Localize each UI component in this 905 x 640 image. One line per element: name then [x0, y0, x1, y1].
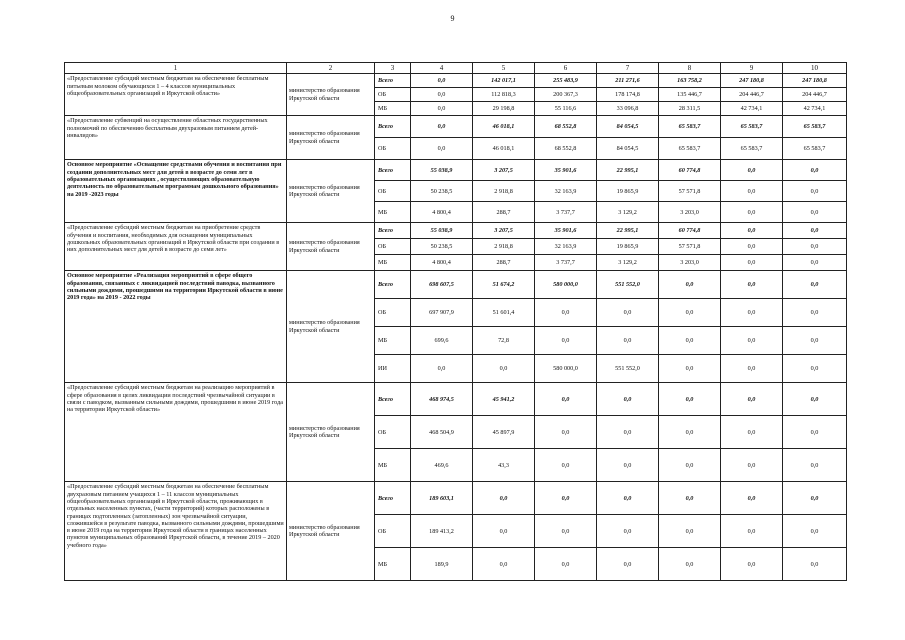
column-number-cell: 3 — [375, 63, 411, 74]
amount-cell: 0,0 — [473, 548, 535, 581]
column-number-cell: 9 — [721, 63, 783, 74]
activity-description: Основное мероприятие «Реализация мероприятий в сфере общего образования, связанных с ликвидацией последствий паводка, вызванного сильными дождями, прошедшими на территории Иркутской области в июне 2019 года» на 2019 - 2022 годы — [65, 271, 287, 383]
amount-cell: 0,0 — [783, 383, 847, 416]
amount-cell: 0,0 — [783, 416, 847, 449]
funding-source-cell: Всего — [375, 74, 411, 88]
amount-cell: 0,0 — [721, 299, 783, 327]
amount-cell: 0,0 — [659, 515, 721, 548]
amount-cell: 112 818,3 — [473, 88, 535, 102]
amount-cell: 2 918,8 — [473, 239, 535, 255]
amount-cell: 42 734,1 — [783, 102, 847, 116]
amount-cell: 0,0 — [659, 482, 721, 515]
amount-cell: 45 941,2 — [473, 383, 535, 416]
amount-cell: 51 601,4 — [473, 299, 535, 327]
funding-source-cell: Всего — [375, 383, 411, 416]
table-row — [65, 223, 847, 239]
amount-cell: 46 018,1 — [473, 116, 535, 138]
amount-cell: 0,0 — [783, 515, 847, 548]
table-row — [65, 160, 847, 181]
amount-cell: 35 901,6 — [535, 160, 597, 181]
amount-cell: 0,0 — [721, 515, 783, 548]
amount-cell: 84 054,5 — [597, 138, 659, 160]
amount-cell: 55 116,6 — [535, 102, 597, 116]
amount-cell: 43,3 — [473, 449, 535, 482]
amount-cell: 2 918,8 — [473, 181, 535, 202]
amount-cell: 0,0 — [535, 482, 597, 515]
amount-cell: 0,0 — [721, 202, 783, 223]
amount-cell: 0,0 — [721, 223, 783, 239]
column-number-cell: 6 — [535, 63, 597, 74]
column-number-cell: 8 — [659, 63, 721, 74]
amount-cell: 33 096,8 — [597, 102, 659, 116]
amount-cell: 200 367,3 — [535, 88, 597, 102]
funding-source-cell: МБ — [375, 255, 411, 271]
amount-cell: 0,0 — [659, 548, 721, 581]
amount-cell: 65 583,7 — [783, 116, 847, 138]
amount-cell: 580 000,0 — [535, 271, 597, 299]
amount-cell: 0,0 — [721, 271, 783, 299]
amount-cell: 28 311,5 — [659, 102, 721, 116]
amount-cell: 0,0 — [783, 548, 847, 581]
amount-cell: 698 607,5 — [411, 271, 473, 299]
amount-cell: 0,0 — [783, 327, 847, 355]
amount-cell: 0,0 — [721, 383, 783, 416]
executor-cell: министерство образования Иркутской области — [287, 223, 375, 271]
amount-cell: 0,0 — [721, 160, 783, 181]
column-number-cell: 10 — [783, 63, 847, 74]
amount-cell: 60 774,8 — [659, 160, 721, 181]
amount-cell: 68 552,8 — [535, 116, 597, 138]
activity-description: Основное мероприятие «Оснащение средствами обучения и воспитания при создании дополнительных мест для детей в возрасте до семи лет в образовательных организациях , осуществляющих образовательную деятельность по образовательным программам дошкольного образования» на 2019 -2023 годы — [65, 160, 287, 223]
amount-cell: 0,0 — [597, 515, 659, 548]
amount-cell: 4 800,4 — [411, 255, 473, 271]
amount-cell: 51 674,2 — [473, 271, 535, 299]
amount-cell: 0,0 — [535, 515, 597, 548]
funding-source-cell: Всего — [375, 223, 411, 239]
amount-cell: 50 238,5 — [411, 181, 473, 202]
amount-cell: 135 446,7 — [659, 88, 721, 102]
amount-cell: 3 737,7 — [535, 202, 597, 223]
amount-cell: 45 897,9 — [473, 416, 535, 449]
amount-cell: 0,0 — [597, 416, 659, 449]
amount-cell: 0,0 — [783, 223, 847, 239]
table-row — [65, 482, 847, 515]
amount-cell: 0,0 — [659, 299, 721, 327]
funding-source-cell: Всего — [375, 116, 411, 138]
activity-description: «Предоставление субсидий местным бюджетам на приобретение средств обучения и воспитания, необходимых для оснащения муниципальных дошкольных образовательных организаций в Иркутской области при создании в них дополнительных мест для детей в возрасте до семи лет» — [65, 223, 287, 271]
amount-cell: 0,0 — [597, 327, 659, 355]
amount-cell: 580 000,0 — [535, 355, 597, 383]
amount-cell: 0,0 — [411, 116, 473, 138]
program-funding-table — [64, 62, 847, 581]
amount-cell: 3 207,5 — [473, 160, 535, 181]
amount-cell: 22 995,1 — [597, 223, 659, 239]
amount-cell: 142 017,1 — [473, 74, 535, 88]
amount-cell: 0,0 — [783, 181, 847, 202]
amount-cell: 4 800,4 — [411, 202, 473, 223]
activity-description: «Предоставление субсидий местным бюджетам на реализацию мероприятий в сфере образования в целях ликвидации последствий чрезвычайной ситуации в связи с паводком, вызванным сильными дождями, прошедшими в июне 2019 года на территории Иркутской области» — [65, 383, 287, 482]
amount-cell: 0,0 — [721, 255, 783, 271]
column-number-cell: 1 — [65, 63, 287, 74]
amount-cell: 0,0 — [411, 88, 473, 102]
column-number-header — [65, 63, 847, 74]
funding-source-cell: ОБ — [375, 515, 411, 548]
funding-source-cell: МБ — [375, 548, 411, 581]
amount-cell: 0,0 — [659, 327, 721, 355]
amount-cell: 3 203,0 — [659, 255, 721, 271]
amount-cell: 0,0 — [535, 383, 597, 416]
amount-cell: 0,0 — [783, 202, 847, 223]
amount-cell: 469,6 — [411, 449, 473, 482]
amount-cell: 0,0 — [721, 548, 783, 581]
funding-source-cell: ОБ — [375, 299, 411, 327]
amount-cell: 551 552,0 — [597, 355, 659, 383]
funding-source-cell: МБ — [375, 102, 411, 116]
amount-cell: 0,0 — [597, 482, 659, 515]
funding-source-cell: ОБ — [375, 138, 411, 160]
amount-cell: 247 180,8 — [721, 74, 783, 88]
funding-source-cell: ОБ — [375, 416, 411, 449]
amount-cell: 0,0 — [721, 355, 783, 383]
amount-cell: 50 238,5 — [411, 239, 473, 255]
amount-cell: 0,0 — [721, 482, 783, 515]
amount-cell: 55 038,9 — [411, 160, 473, 181]
activity-description: «Предоставление субсидий местным бюджетам на обеспечение бесплатным двухразовым питанием учащихся 1 – 11 классов муниципальных общеобразовательных организаций в Иркутской области, проживающих в отдельных населенных пунктах, (части территорий) которых расположены в границах подтопленных (затопленных) зон чрезвычайной ситуации, сложившейся в результате паводка, вызванного сильными дождями, прошедшими в июне 2019 года на территории Иркутской области в границах населенных пунктов муниципальных образований Иркутской области, в течение 2019 – 2020 учебного года» — [65, 482, 287, 581]
page-number: 9 — [450, 14, 455, 23]
amount-cell: 247 180,8 — [783, 74, 847, 88]
amount-cell: 699,6 — [411, 327, 473, 355]
amount-cell: 0,0 — [783, 482, 847, 515]
column-number-cell: 4 — [411, 63, 473, 74]
executor-cell: министерство образования Иркутской области — [287, 271, 375, 383]
amount-cell: 68 552,8 — [535, 138, 597, 160]
amount-cell: 0,0 — [473, 515, 535, 548]
executor-cell: министерство образования Иркутской области — [287, 74, 375, 116]
amount-cell: 3 203,0 — [659, 202, 721, 223]
amount-cell: 65 583,7 — [783, 138, 847, 160]
funding-source-cell: ИИ — [375, 355, 411, 383]
amount-cell: 0,0 — [535, 416, 597, 449]
amount-cell: 551 552,0 — [597, 271, 659, 299]
amount-cell: 0,0 — [411, 355, 473, 383]
column-number-cell: 5 — [473, 63, 535, 74]
amount-cell: 0,0 — [721, 239, 783, 255]
amount-cell: 0,0 — [783, 299, 847, 327]
amount-cell: 204 446,7 — [721, 88, 783, 102]
amount-cell: 0,0 — [659, 383, 721, 416]
amount-cell: 3 129,2 — [597, 255, 659, 271]
table-row — [65, 116, 847, 138]
table-row — [65, 383, 847, 416]
amount-cell: 189 603,1 — [411, 482, 473, 515]
amount-cell: 0,0 — [783, 449, 847, 482]
amount-cell: 468 974,5 — [411, 383, 473, 416]
amount-cell: 178 174,8 — [597, 88, 659, 102]
amount-cell: 0,0 — [473, 482, 535, 515]
amount-cell: 189 413,2 — [411, 515, 473, 548]
amount-cell: 32 163,9 — [535, 181, 597, 202]
amount-cell: 697 907,9 — [411, 299, 473, 327]
amount-cell: 0,0 — [783, 271, 847, 299]
amount-cell: 0,0 — [535, 299, 597, 327]
column-number-cell: 2 — [287, 63, 375, 74]
amount-cell: 288,7 — [473, 202, 535, 223]
amount-cell: 0,0 — [783, 160, 847, 181]
amount-cell: 60 774,8 — [659, 223, 721, 239]
funding-source-cell: Всего — [375, 160, 411, 181]
amount-cell: 0,0 — [597, 548, 659, 581]
amount-cell: 0,0 — [535, 327, 597, 355]
executor-cell: министерство образования Иркутской области — [287, 116, 375, 160]
column-number-cell: 7 — [597, 63, 659, 74]
amount-cell: 3 737,7 — [535, 255, 597, 271]
funding-source-cell: ОБ — [375, 239, 411, 255]
amount-cell: 65 583,7 — [659, 116, 721, 138]
amount-cell: 46 018,1 — [473, 138, 535, 160]
amount-cell: 0,0 — [597, 383, 659, 416]
amount-cell: 35 901,6 — [535, 223, 597, 239]
amount-cell: 0,0 — [597, 449, 659, 482]
amount-cell: 84 054,5 — [597, 116, 659, 138]
amount-cell: 211 271,6 — [597, 74, 659, 88]
amount-cell: 32 163,9 — [535, 239, 597, 255]
funding-source-cell: ОБ — [375, 88, 411, 102]
funding-source-cell: МБ — [375, 449, 411, 482]
amount-cell: 57 571,8 — [659, 181, 721, 202]
amount-cell: 0,0 — [659, 449, 721, 482]
table-row — [65, 271, 847, 299]
amount-cell: 65 583,7 — [721, 138, 783, 160]
amount-cell: 0,0 — [473, 355, 535, 383]
amount-cell: 0,0 — [659, 416, 721, 449]
amount-cell: 72,8 — [473, 327, 535, 355]
funding-source-cell: МБ — [375, 202, 411, 223]
amount-cell: 0,0 — [783, 239, 847, 255]
amount-cell: 42 734,1 — [721, 102, 783, 116]
activity-description: «Предоставление субвенций на осуществление областных государственных полномочий по обеспечению бесплатным двухразовым питанием детей-инвалидов» — [65, 116, 287, 160]
amount-cell: 0,0 — [411, 102, 473, 116]
table-row — [65, 74, 847, 88]
amount-cell: 0,0 — [411, 74, 473, 88]
amount-cell: 19 865,9 — [597, 239, 659, 255]
activity-description: «Предоставление субсидий местным бюджетам на обеспечение бесплатным питьевым молоком обучающихся 1 – 4 классов муниципальных общеобразовательных организаций в Иркутской области» — [65, 74, 287, 116]
amount-cell: 204 446,7 — [783, 88, 847, 102]
executor-cell: министерство образования Иркутской области — [287, 482, 375, 581]
amount-cell: 0,0 — [721, 181, 783, 202]
amount-cell: 0,0 — [721, 416, 783, 449]
amount-cell: 0,0 — [659, 271, 721, 299]
amount-cell: 29 198,8 — [473, 102, 535, 116]
amount-cell: 0,0 — [597, 299, 659, 327]
funding-source-cell: Всего — [375, 482, 411, 515]
amount-cell: 0,0 — [721, 449, 783, 482]
amount-cell: 55 038,9 — [411, 223, 473, 239]
funding-source-cell: МБ — [375, 327, 411, 355]
amount-cell: 65 583,7 — [721, 116, 783, 138]
funding-source-cell: ОБ — [375, 181, 411, 202]
amount-cell: 288,7 — [473, 255, 535, 271]
amount-cell: 19 865,9 — [597, 181, 659, 202]
amount-cell: 0,0 — [721, 327, 783, 355]
amount-cell: 3 207,5 — [473, 223, 535, 239]
executor-cell: министерство образования Иркутской области — [287, 160, 375, 223]
amount-cell: 3 129,2 — [597, 202, 659, 223]
amount-cell: 468 504,9 — [411, 416, 473, 449]
amount-cell: 189,9 — [411, 548, 473, 581]
amount-cell: 163 758,2 — [659, 74, 721, 88]
amount-cell: 57 571,8 — [659, 239, 721, 255]
amount-cell: 65 583,7 — [659, 138, 721, 160]
amount-cell: 0,0 — [659, 355, 721, 383]
amount-cell: 0,0 — [535, 449, 597, 482]
amount-cell: 22 995,1 — [597, 160, 659, 181]
amount-cell: 0,0 — [783, 255, 847, 271]
amount-cell: 0,0 — [783, 355, 847, 383]
executor-cell: министерство образования Иркутской области — [287, 383, 375, 482]
amount-cell: 255 483,9 — [535, 74, 597, 88]
amount-cell: 0,0 — [535, 548, 597, 581]
amount-cell: 0,0 — [411, 138, 473, 160]
funding-source-cell: Всего — [375, 271, 411, 299]
